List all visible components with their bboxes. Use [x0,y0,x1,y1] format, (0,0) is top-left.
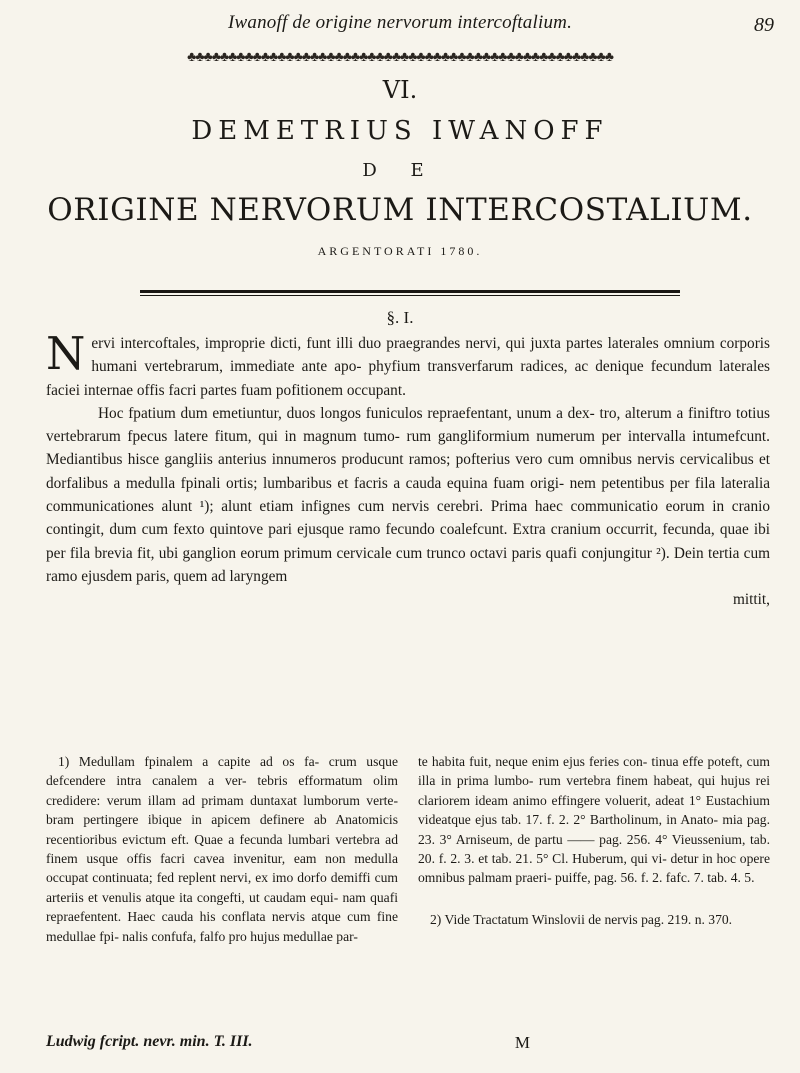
divider-rule [140,290,680,296]
paragraph-1 [46,327,770,402]
section-number: VI. [382,76,418,104]
paragraph-1-text: ervi intercoftales, improprie dicti, funt illi duo praegrandes nervi, qui juxta partes laterales omnium corporis humani vertebrarum, immediate ante apo- phyfium transverfarum radices, ac denique fecundum laterales faciei internae offis facri partes fuam pofitionem occupant. [46,335,770,399]
imprint: ARGENTORATI 1780. [317,244,483,258]
catchword: mittit, [733,591,770,609]
work-title: ORIGINE NERVORUM INTERCOSTALIUM. [47,192,753,228]
footnote-column-left [46,752,398,946]
title-preposition: D E [362,160,438,181]
ornament-band: ♣♣♣♣♣♣♣♣♣♣♣♣♣♣♣♣♣♣♣♣♣♣♣♣♣♣♣♣♣♣♣♣♣♣♣♣♣♣♣♣♣♣♣♣♣♣♣♣♣♣♣♣ [187,50,613,65]
paragraph-2: Hoc fpatium dum emetiuntur, duos longos funiculos repraefentant, unum a dex- tro, alterum a finiftro totius vertebrarum fpecus latere fitum, qui in magnum tumo- rum gangliformium numerum per intervalla intumefcunt. Mediantibus hisce gangliis anterius innumeros producunt ramos; pofterius vero cum omnibus nervis cervicalibus et dorfalibus a medulla fpinali ortis; lumbaribus et facris a cauda equina fuam origi- nem petentibus per fila lateralia communicationes alunt ¹); alunt etiam infignes cum nervis cerebri. Prima haec communicatio eorum in cranio contingit, dum cum fexto quintove pari ejusque ramo fecundo coalefcunt. Extra cranium occurrit, fecunda, quae ibi per fila brevia fit, ubi ganglion eorum primum cervicale cum trunco octavi paris quafi conjungitur ²). Dein tertia cum ramo ejusdem paris, quem ad laryngem [46,404,770,585]
footnote-1-part-1: 1) Medullam fpinalem a capite ad os fa- crum usque defcendere intra canalem a ver- tebris efformatum olim credidere: verum illam ad primam duntaxat lumborum verte- bram pertingere ibique in apicem definere ab Anatomicis recentioribus evictum eft. Quae a fecunda lumbari vertebra ad finem usque offis facri cavea invenitur, eam non medulla occupat continuata; fed replent nervi, ex imo dorfo demiffi cum arteriis et venulis atque ita congefti, ut caudam equi- nam quafi repraefentent. Haec cauda his conflata nervis atque cum fine medullae fpi- nalis confufa, falfo pro hujus medullae par- [46,754,398,944]
author-name: DEMETRIUS IWANOFF [191,116,609,146]
footnotes [46,752,770,946]
signature-reference: Ludwig fcript. nevr. min. T. III. [46,1033,253,1050]
footnote-1-part-2: te habita fuit, neque enim ejus feries con- tinua effe poteft, cum illa in prima lumbo- rum vertebra finem habeat, qui hujus rei clariorem ideam animo effingere voluerit, adeat 1° Eustachium videatque ejus tab. 17. f. 2. 2° Bartholinum, in Anato- mia pag. 23. 3° Arniseum, de partu —— pag. 256. 4° Vieussenium, tab. 20. f. 2. 3. et tab. 21. 5° Cl. Huberum, qui vi- detur in hoc opere omnibus palmam praeri- puiffe, pag. 56. f. 2. fafc. 7. tab. 4. 5. [418,754,770,886]
page-number: 89 [754,14,774,36]
paragraph-number: §. I. [386,308,414,327]
drop-cap: N [46,327,86,380]
main-text [46,327,770,612]
footnote-column-right [418,752,770,946]
signature-line [46,1033,770,1053]
running-head: Iwanoff de origine nervorum intercoftalium. [227,12,573,33]
footnote-2: 2) Vide Tractatum Winslovii de nervis pag. 219. n. 370. [430,911,733,927]
signature-mark: M [514,1033,530,1052]
